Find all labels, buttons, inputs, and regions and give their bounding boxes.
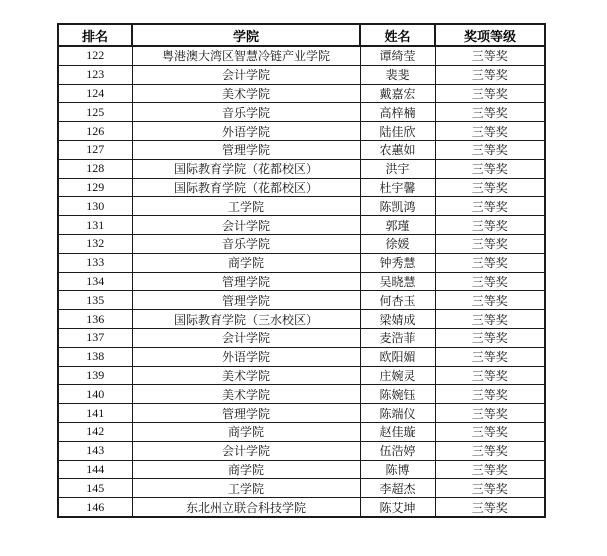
rank-value: 126 (58, 122, 132, 141)
college-value: 会计学院 (132, 216, 360, 235)
name-value: 梁婧成 (360, 310, 435, 329)
rank-value: 142 (58, 422, 132, 441)
name-value: 裴斐 (360, 65, 435, 84)
name-value: 李超杰 (360, 479, 435, 498)
table-row (58, 272, 545, 291)
college-value: 外语学院 (132, 347, 360, 366)
header-name: 姓名 (360, 24, 435, 46)
table-row (58, 366, 545, 385)
college-value: 工学院 (132, 479, 360, 498)
award-value: 三等奖 (435, 479, 545, 498)
table-row (58, 441, 545, 460)
name-value: 麦浩菲 (360, 328, 435, 347)
rank-value: 129 (58, 178, 132, 197)
award-value: 三等奖 (435, 385, 545, 404)
college-value: 国际教育学院（花都校区） (132, 178, 360, 197)
table-row (58, 197, 545, 216)
award-value: 三等奖 (435, 197, 545, 216)
awards-table (57, 23, 546, 518)
table-row (58, 65, 545, 84)
name-value: 欧阳媚 (360, 347, 435, 366)
name-value: 高梓楠 (360, 103, 435, 122)
name-value: 吴晓慧 (360, 272, 435, 291)
name-value: 洪宇 (360, 159, 435, 178)
table-row (58, 310, 545, 329)
rank-value: 144 (58, 460, 132, 479)
name-value: 郭瑾 (360, 216, 435, 235)
award-value: 三等奖 (435, 366, 545, 385)
table-row (58, 385, 545, 404)
college-value: 美术学院 (132, 84, 360, 103)
header-college: 学院 (132, 24, 360, 46)
table-row (58, 291, 545, 310)
name-value: 谭绮莹 (360, 46, 435, 65)
name-value: 徐媛 (360, 234, 435, 253)
table-row (58, 122, 545, 141)
table-row (58, 460, 545, 479)
rank-value: 122 (58, 46, 132, 65)
name-value: 钟秀慧 (360, 253, 435, 272)
rank-value: 143 (58, 441, 132, 460)
name-value: 陈艾坤 (360, 498, 435, 517)
rank-value: 136 (58, 310, 132, 329)
name-value: 杜宇馨 (360, 178, 435, 197)
college-value: 管理学院 (132, 140, 360, 159)
award-value: 三等奖 (435, 441, 545, 460)
table-body (58, 46, 545, 517)
award-value: 三等奖 (435, 159, 545, 178)
college-value: 会计学院 (132, 441, 360, 460)
award-value: 三等奖 (435, 234, 545, 253)
college-value: 会计学院 (132, 65, 360, 84)
awards-table-container (57, 23, 546, 518)
table-row (58, 498, 545, 517)
rank-value: 133 (58, 253, 132, 272)
rank-value: 131 (58, 216, 132, 235)
name-value: 陈婉钰 (360, 385, 435, 404)
rank-value: 146 (58, 498, 132, 517)
award-value: 三等奖 (435, 178, 545, 197)
table-row (58, 328, 545, 347)
award-value: 三等奖 (435, 46, 545, 65)
college-value: 商学院 (132, 460, 360, 479)
rank-value: 124 (58, 84, 132, 103)
college-value: 管理学院 (132, 291, 360, 310)
rank-value: 137 (58, 328, 132, 347)
college-value: 美术学院 (132, 385, 360, 404)
rank-value: 130 (58, 197, 132, 216)
table-row (58, 103, 545, 122)
college-value: 美术学院 (132, 366, 360, 385)
award-value: 三等奖 (435, 291, 545, 310)
name-value: 陈凯鸿 (360, 197, 435, 216)
rank-value: 127 (58, 140, 132, 159)
table-row (58, 253, 545, 272)
name-value: 陈端仪 (360, 404, 435, 423)
table-row (58, 178, 545, 197)
table-header-row (58, 24, 545, 46)
rank-value: 139 (58, 366, 132, 385)
award-value: 三等奖 (435, 253, 545, 272)
college-value: 商学院 (132, 422, 360, 441)
college-value: 工学院 (132, 197, 360, 216)
rank-value: 123 (58, 65, 132, 84)
table-row (58, 216, 545, 235)
name-value: 庄婉灵 (360, 366, 435, 385)
college-value: 管理学院 (132, 272, 360, 291)
college-value: 东北州立联合科技学院 (132, 498, 360, 517)
rank-value: 138 (58, 347, 132, 366)
name-value: 陆佳欣 (360, 122, 435, 141)
award-value: 三等奖 (435, 422, 545, 441)
rank-value: 125 (58, 103, 132, 122)
college-value: 音乐学院 (132, 103, 360, 122)
name-value: 赵佳璇 (360, 422, 435, 441)
award-value: 三等奖 (435, 140, 545, 159)
college-value: 粤港澳大湾区智慧冷链产业学院 (132, 46, 360, 65)
name-value: 何杏玉 (360, 291, 435, 310)
rank-value: 134 (58, 272, 132, 291)
header-award: 奖项等级 (435, 24, 545, 46)
college-value: 音乐学院 (132, 234, 360, 253)
award-value: 三等奖 (435, 328, 545, 347)
award-value: 三等奖 (435, 216, 545, 235)
rank-value: 135 (58, 291, 132, 310)
award-value: 三等奖 (435, 84, 545, 103)
award-value: 三等奖 (435, 122, 545, 141)
table-row (58, 84, 545, 103)
table-row (58, 140, 545, 159)
table-row (58, 159, 545, 178)
award-value: 三等奖 (435, 498, 545, 517)
award-value: 三等奖 (435, 65, 545, 84)
rank-value: 128 (58, 159, 132, 178)
table-row (58, 46, 545, 65)
award-value: 三等奖 (435, 272, 545, 291)
award-value: 三等奖 (435, 404, 545, 423)
name-value: 农蕙如 (360, 140, 435, 159)
rank-value: 145 (58, 479, 132, 498)
table-row (58, 404, 545, 423)
award-value: 三等奖 (435, 310, 545, 329)
college-value: 会计学院 (132, 328, 360, 347)
name-value: 伍浩婷 (360, 441, 435, 460)
name-value: 戴嘉宏 (360, 84, 435, 103)
rank-value: 141 (58, 404, 132, 423)
table-row (58, 347, 545, 366)
name-value: 陈博 (360, 460, 435, 479)
college-value: 管理学院 (132, 404, 360, 423)
award-value: 三等奖 (435, 460, 545, 479)
award-value: 三等奖 (435, 103, 545, 122)
rank-value: 140 (58, 385, 132, 404)
header-rank: 排名 (58, 24, 132, 46)
college-value: 商学院 (132, 253, 360, 272)
award-value: 三等奖 (435, 347, 545, 366)
college-value: 外语学院 (132, 122, 360, 141)
college-value: 国际教育学院（三水校区） (132, 310, 360, 329)
college-value: 国际教育学院（花都校区） (132, 159, 360, 178)
table-row (58, 422, 545, 441)
rank-value: 132 (58, 234, 132, 253)
table-row (58, 479, 545, 498)
table-row (58, 234, 545, 253)
